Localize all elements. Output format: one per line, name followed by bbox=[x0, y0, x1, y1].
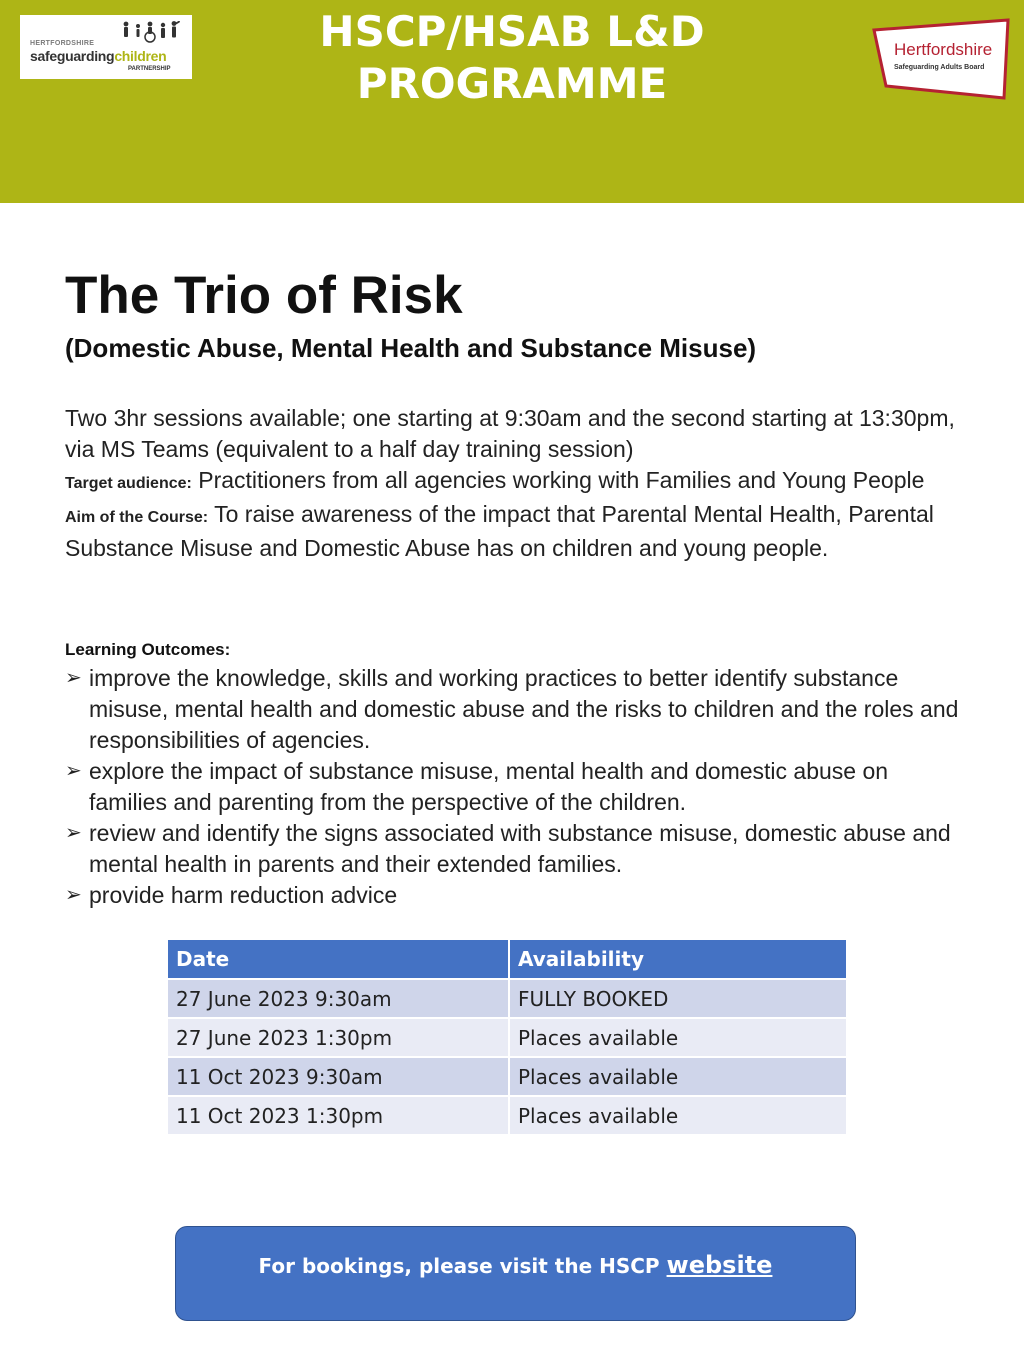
session-availability: FULLY BOOKED bbox=[509, 979, 847, 1018]
list-item: ➢ improve the knowledge, skills and working practices to better identify substance misuse, mental health and domestic abuse and the risks to children and the roles and responsibilities of agencies. bbox=[65, 665, 959, 753]
list-item: ➢ explore the impact of substance misuse, mental health and domestic abuse on families and parenting from the perspective of the children. bbox=[65, 758, 889, 815]
table-row bbox=[167, 1057, 847, 1096]
course-title: The Trio of Risk bbox=[65, 266, 463, 325]
session-date: 11 Oct 2023 1:30pm bbox=[167, 1096, 509, 1135]
programme-title-line1: HSCP/HSAB L&D bbox=[319, 7, 705, 56]
target-audience: Target audience: Practitioners from all agencies working with Families and Young People bbox=[65, 467, 925, 493]
logo-main-text bbox=[30, 48, 166, 64]
people-figures-icon bbox=[120, 21, 182, 43]
aim-text: To raise awareness of the impact that Parental Mental Health, Parental Substance Misuse and Domestic Abuse has on children and young people. bbox=[65, 501, 934, 561]
safeguarding-adults-board-logo bbox=[872, 18, 1012, 100]
aim-label: Aim of the Course bbox=[65, 509, 203, 526]
session-date: 27 June 2023 1:30pm bbox=[167, 1018, 509, 1057]
booking-text-wrapper bbox=[176, 1251, 855, 1279]
course-aim: Aim of the Course: To raise awareness of the impact that Parental Mental Health, Parental Substance Misuse and Domestic Abuse has on children and young people. bbox=[65, 501, 934, 561]
table-row bbox=[167, 1018, 847, 1057]
learning-outcomes-heading: Learning Outcomes: bbox=[65, 640, 231, 659]
logo-sub-text: PARTNERSHIP bbox=[128, 66, 171, 72]
audience-text: Practitioners from all agencies working with Families and Young People bbox=[191, 467, 925, 493]
list-item: ➢ provide harm reduction advice bbox=[65, 880, 965, 911]
list-item: ➢ review and identify the signs associated with substance misuse, domestic abuse and mental health in parents and their extended families. bbox=[65, 820, 951, 877]
logo-main-a: safeguarding bbox=[30, 48, 115, 64]
logo-right-title: Hertfordshire bbox=[894, 40, 993, 59]
course-details bbox=[65, 403, 965, 564]
logo-main-b: children bbox=[114, 48, 167, 64]
arrow-bullet-icon: ➢ bbox=[65, 884, 82, 906]
session-availability: Places available bbox=[509, 1018, 847, 1057]
course-subtitle: (Domestic Abuse, Mental Health and Substance Misuse) bbox=[65, 333, 757, 363]
column-header-availability: Availability bbox=[509, 939, 847, 979]
website-link[interactable]: website bbox=[666, 1251, 773, 1279]
table-row bbox=[167, 1096, 847, 1135]
arrow-bullet-icon: ➢ bbox=[65, 822, 82, 844]
learning-outcomes-list bbox=[65, 663, 965, 911]
arrow-bullet-icon: ➢ bbox=[65, 667, 82, 689]
session-dates-table bbox=[166, 938, 848, 1136]
logo-right-sub: Safeguarding Adults Board bbox=[894, 64, 985, 71]
logo-small-text: HERTFORDSHIRE bbox=[30, 40, 95, 47]
session-date: 11 Oct 2023 9:30am bbox=[167, 1057, 509, 1096]
booking-banner bbox=[175, 1226, 856, 1321]
table-row bbox=[167, 979, 847, 1018]
session-date: 27 June 2023 9:30am bbox=[167, 979, 509, 1018]
audience-label: Target audience bbox=[65, 475, 187, 492]
programme-title-line2: PROGRAMME bbox=[356, 59, 668, 108]
booking-text: For bookings, please visit the HSCP bbox=[258, 1254, 667, 1278]
column-header-date: Date bbox=[167, 939, 509, 979]
safeguarding-children-logo bbox=[20, 15, 192, 79]
session-availability: Places available bbox=[509, 1096, 847, 1135]
sessions-text: Two 3hr sessions available; one starting at 9:30am and the second starting at 13:30pm, via MS Teams (equivalent to a half day training session) bbox=[65, 405, 955, 462]
table-header-row bbox=[167, 939, 847, 979]
arrow-bullet-icon: ➢ bbox=[65, 760, 82, 782]
header-banner bbox=[0, 0, 1024, 203]
session-availability: Places available bbox=[509, 1057, 847, 1096]
programme-title bbox=[262, 6, 762, 110]
